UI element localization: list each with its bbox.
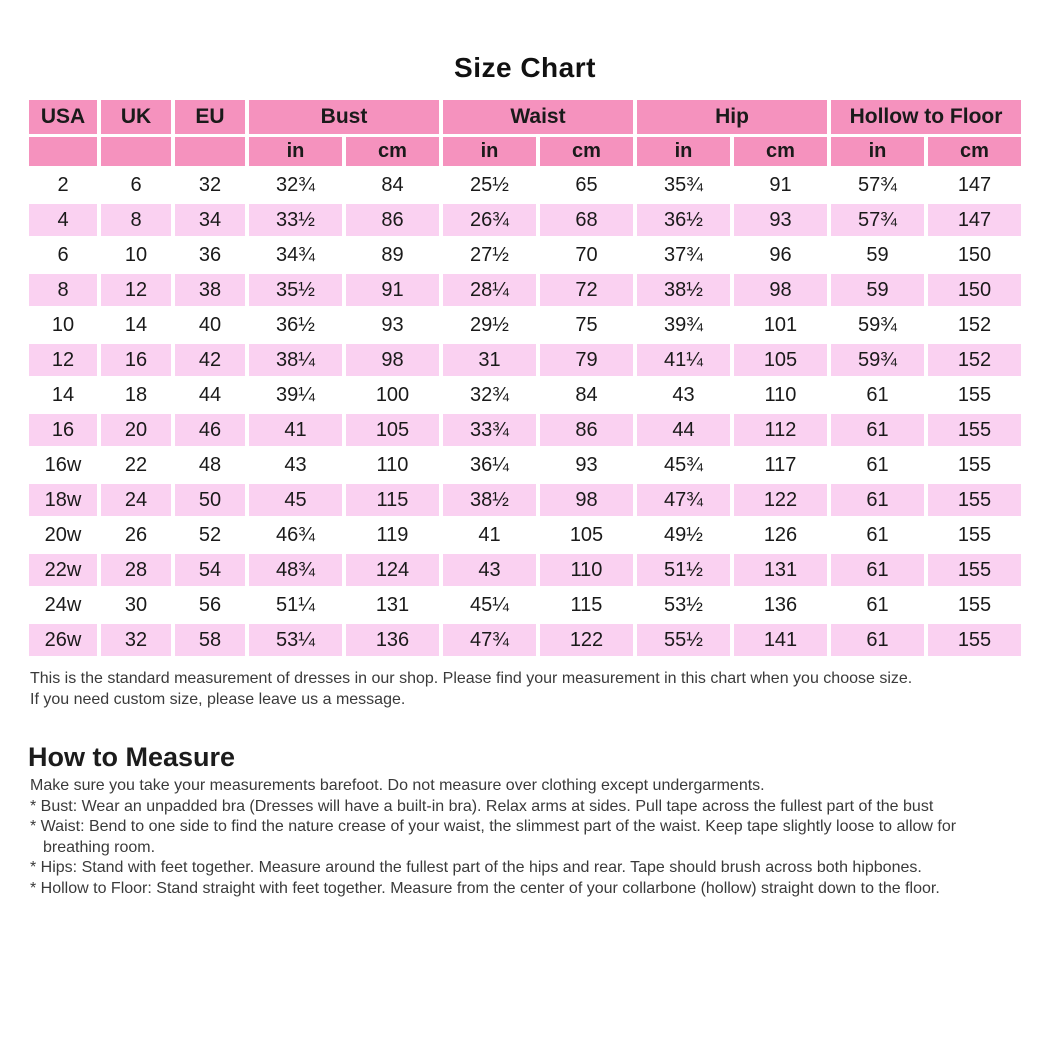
size-cell: 105 — [734, 344, 827, 376]
size-cell: 61 — [831, 589, 924, 621]
column-header-waist: Waist — [443, 100, 633, 134]
size-cell: 98 — [734, 274, 827, 306]
size-cell: 12 — [29, 344, 97, 376]
unit-header-bust-cm: cm — [346, 137, 439, 166]
size-cell: 35½ — [249, 274, 342, 306]
page-title: Size Chart — [454, 52, 596, 83]
measure-instruction-hollow-to-floor: * Hollow to Floor: Stand straight with feet together. Measure from the center of your collarbone (hollow) straight down to the floor. — [30, 879, 940, 897]
size-cell: 10 — [101, 239, 171, 271]
column-header-hip: Hip — [637, 100, 827, 134]
size-cell: 155 — [928, 379, 1021, 411]
size-cell: 45¾ — [637, 449, 730, 481]
column-header-eu: EU — [175, 100, 245, 134]
size-cell: 49½ — [637, 519, 730, 551]
size-cell: 28 — [101, 554, 171, 586]
size-cell: 44 — [175, 379, 245, 411]
size-cell: 48¾ — [249, 554, 342, 586]
size-cell: 155 — [928, 519, 1021, 551]
header-group-row — [29, 100, 1021, 134]
size-cell: 38 — [175, 274, 245, 306]
size-cell: 61 — [831, 624, 924, 656]
size-cell: 52 — [175, 519, 245, 551]
size-cell: 119 — [346, 519, 439, 551]
size-cell: 51½ — [637, 554, 730, 586]
size-cell: 124 — [346, 554, 439, 586]
size-cell: 93 — [734, 204, 827, 236]
size-cell: 38½ — [637, 274, 730, 306]
how-to-measure-heading: How to Measure — [28, 742, 236, 772]
size-cell: 59 — [831, 274, 924, 306]
size-cell: 155 — [928, 484, 1021, 516]
size-cell: 54 — [175, 554, 245, 586]
size-cell: 112 — [734, 414, 827, 446]
size-cell: 26¾ — [443, 204, 536, 236]
size-cell: 58 — [175, 624, 245, 656]
unit-cell-empty — [29, 137, 97, 166]
size-cell: 122 — [540, 624, 633, 656]
size-cell: 61 — [831, 379, 924, 411]
size-cell: 48 — [175, 449, 245, 481]
size-cell: 155 — [928, 589, 1021, 621]
size-cell: 18 — [101, 379, 171, 411]
size-cell: 20w — [29, 519, 97, 551]
table-row — [29, 589, 1021, 621]
size-cell: 105 — [540, 519, 633, 551]
size-cell: 26w — [29, 624, 97, 656]
size-cell: 45 — [249, 484, 342, 516]
size-cell: 6 — [101, 169, 171, 201]
size-cell: 155 — [928, 414, 1021, 446]
size-cell: 126 — [734, 519, 827, 551]
size-cell: 110 — [540, 554, 633, 586]
size-cell: 110 — [734, 379, 827, 411]
size-cell: 57¾ — [831, 169, 924, 201]
table-row — [29, 169, 1021, 201]
table-row — [29, 344, 1021, 376]
table-row — [29, 519, 1021, 551]
size-cell: 115 — [346, 484, 439, 516]
size-cell: 45¼ — [443, 589, 536, 621]
measure-instruction-waist: * Waist: Bend to one side to find the nature crease of your waist, the slimmest part of the waist. Keep tape slightly loose to allow for breathing room. — [30, 818, 957, 856]
standard-measurement-note — [30, 668, 1020, 710]
size-cell: 59¾ — [831, 309, 924, 341]
size-cell: 31 — [443, 344, 536, 376]
size-cell: 75 — [540, 309, 633, 341]
table-row — [29, 239, 1021, 271]
size-cell: 16 — [29, 414, 97, 446]
size-cell: 29½ — [443, 309, 536, 341]
table-row — [29, 414, 1021, 446]
size-cell: 36½ — [637, 204, 730, 236]
table-row — [29, 554, 1021, 586]
size-cell: 14 — [29, 379, 97, 411]
size-cell: 93 — [540, 449, 633, 481]
size-cell: 41 — [249, 414, 342, 446]
table-row — [29, 274, 1021, 306]
unit-header-hollow-cm: cm — [928, 137, 1021, 166]
measure-instruction-bust: * Bust: Wear an unpadded bra (Dresses will have a built-in bra). Relax arms at sides. Pull tape across the fullest part of the bust — [30, 797, 934, 815]
size-cell: 65 — [540, 169, 633, 201]
size-cell: 51¼ — [249, 589, 342, 621]
size-cell: 8 — [29, 274, 97, 306]
size-cell: 25½ — [443, 169, 536, 201]
table-row — [29, 379, 1021, 411]
size-cell: 32 — [101, 624, 171, 656]
size-cell: 93 — [346, 309, 439, 341]
size-cell: 32 — [175, 169, 245, 201]
size-cell: 150 — [928, 239, 1021, 271]
size-cell: 101 — [734, 309, 827, 341]
size-cell: 20 — [101, 414, 171, 446]
unit-cell-empty — [175, 137, 245, 166]
column-header-hollow-to-floor: Hollow to Floor — [831, 100, 1021, 134]
size-cell: 43 — [443, 554, 536, 586]
size-cell: 37¾ — [637, 239, 730, 271]
size-cell: 6 — [29, 239, 97, 271]
size-cell: 155 — [928, 624, 1021, 656]
size-cell: 46¾ — [249, 519, 342, 551]
measure-intro: Make sure you take your measurements barefoot. Do not measure over clothing except undergarments. — [30, 777, 765, 794]
size-cell: 91 — [734, 169, 827, 201]
size-cell: 61 — [831, 519, 924, 551]
size-cell: 122 — [734, 484, 827, 516]
size-cell: 61 — [831, 554, 924, 586]
size-cell: 105 — [346, 414, 439, 446]
size-cell: 56 — [175, 589, 245, 621]
size-cell: 10 — [29, 309, 97, 341]
size-table-body — [29, 169, 1021, 656]
size-cell: 53½ — [637, 589, 730, 621]
size-cell: 22 — [101, 449, 171, 481]
size-cell: 16 — [101, 344, 171, 376]
size-cell: 24w — [29, 589, 97, 621]
size-cell: 86 — [540, 414, 633, 446]
size-cell: 98 — [346, 344, 439, 376]
unit-header-hip-cm: cm — [734, 137, 827, 166]
size-cell: 57¾ — [831, 204, 924, 236]
size-cell: 61 — [831, 449, 924, 481]
size-cell: 96 — [734, 239, 827, 271]
size-cell: 155 — [928, 449, 1021, 481]
size-cell: 24 — [101, 484, 171, 516]
size-cell: 72 — [540, 274, 633, 306]
unit-header-hip-in: in — [637, 137, 730, 166]
size-cell: 34¾ — [249, 239, 342, 271]
size-cell: 27½ — [443, 239, 536, 271]
size-cell: 39¼ — [249, 379, 342, 411]
size-cell: 16w — [29, 449, 97, 481]
size-cell: 91 — [346, 274, 439, 306]
size-cell: 43 — [637, 379, 730, 411]
size-cell: 84 — [540, 379, 633, 411]
size-cell: 22w — [29, 554, 97, 586]
size-cell: 14 — [101, 309, 171, 341]
size-chart-table — [25, 97, 1025, 659]
note-line-1: This is the standard measurement of dresses in our shop. Please find your measurement in this chart when you choose size. — [30, 670, 913, 687]
size-cell: 61 — [831, 484, 924, 516]
size-cell: 33½ — [249, 204, 342, 236]
how-to-measure-section — [30, 776, 1005, 899]
size-cell: 40 — [175, 309, 245, 341]
size-cell: 44 — [637, 414, 730, 446]
unit-header-hollow-in: in — [831, 137, 924, 166]
size-cell: 59 — [831, 239, 924, 271]
size-cell: 147 — [928, 204, 1021, 236]
size-cell: 36 — [175, 239, 245, 271]
header-unit-row — [29, 137, 1021, 166]
size-cell: 110 — [346, 449, 439, 481]
size-cell: 59¾ — [831, 344, 924, 376]
size-cell: 36¼ — [443, 449, 536, 481]
column-header-uk: UK — [101, 100, 171, 134]
size-cell: 36½ — [249, 309, 342, 341]
size-cell: 100 — [346, 379, 439, 411]
size-cell: 141 — [734, 624, 827, 656]
size-cell: 8 — [101, 204, 171, 236]
size-cell: 12 — [101, 274, 171, 306]
size-cell: 43 — [249, 449, 342, 481]
size-cell: 70 — [540, 239, 633, 271]
size-cell: 32¾ — [249, 169, 342, 201]
size-cell: 150 — [928, 274, 1021, 306]
size-cell: 117 — [734, 449, 827, 481]
size-cell: 47¾ — [637, 484, 730, 516]
unit-header-waist-in: in — [443, 137, 536, 166]
size-cell: 61 — [831, 414, 924, 446]
size-cell: 41¼ — [637, 344, 730, 376]
size-cell: 38¼ — [249, 344, 342, 376]
size-cell: 152 — [928, 344, 1021, 376]
size-cell: 26 — [101, 519, 171, 551]
size-cell: 47¾ — [443, 624, 536, 656]
size-cell: 46 — [175, 414, 245, 446]
table-row — [29, 309, 1021, 341]
note-line-2: If you need custom size, please leave us a message. — [30, 691, 406, 708]
size-cell: 79 — [540, 344, 633, 376]
size-cell: 30 — [101, 589, 171, 621]
size-cell: 68 — [540, 204, 633, 236]
size-cell: 89 — [346, 239, 439, 271]
unit-header-bust-in: in — [249, 137, 342, 166]
size-cell: 84 — [346, 169, 439, 201]
size-cell: 32¾ — [443, 379, 536, 411]
size-cell: 2 — [29, 169, 97, 201]
size-cell: 147 — [928, 169, 1021, 201]
size-cell: 53¼ — [249, 624, 342, 656]
size-cell: 86 — [346, 204, 439, 236]
size-cell: 136 — [346, 624, 439, 656]
size-cell: 131 — [734, 554, 827, 586]
size-cell: 42 — [175, 344, 245, 376]
unit-cell-empty — [101, 137, 171, 166]
size-cell: 131 — [346, 589, 439, 621]
size-cell: 155 — [928, 554, 1021, 586]
size-chart-header — [29, 100, 1021, 166]
table-row — [29, 449, 1021, 481]
size-cell: 39¾ — [637, 309, 730, 341]
measure-instruction-hips: * Hips: Stand with feet together. Measure around the fullest part of the hips and rear. Tape should brush across both hipbones. — [30, 859, 922, 876]
column-header-bust: Bust — [249, 100, 439, 134]
size-cell: 4 — [29, 204, 97, 236]
size-cell: 55½ — [637, 624, 730, 656]
size-cell: 136 — [734, 589, 827, 621]
size-cell: 115 — [540, 589, 633, 621]
table-row — [29, 204, 1021, 236]
size-cell: 33¾ — [443, 414, 536, 446]
size-cell: 38½ — [443, 484, 536, 516]
unit-header-waist-cm: cm — [540, 137, 633, 166]
size-cell: 41 — [443, 519, 536, 551]
column-header-usa: USA — [29, 100, 97, 134]
size-cell: 34 — [175, 204, 245, 236]
table-row — [29, 624, 1021, 656]
table-row — [29, 484, 1021, 516]
size-cell: 98 — [540, 484, 633, 516]
size-cell: 18w — [29, 484, 97, 516]
size-cell: 152 — [928, 309, 1021, 341]
size-cell: 50 — [175, 484, 245, 516]
size-cell: 28¼ — [443, 274, 536, 306]
size-cell: 35¾ — [637, 169, 730, 201]
